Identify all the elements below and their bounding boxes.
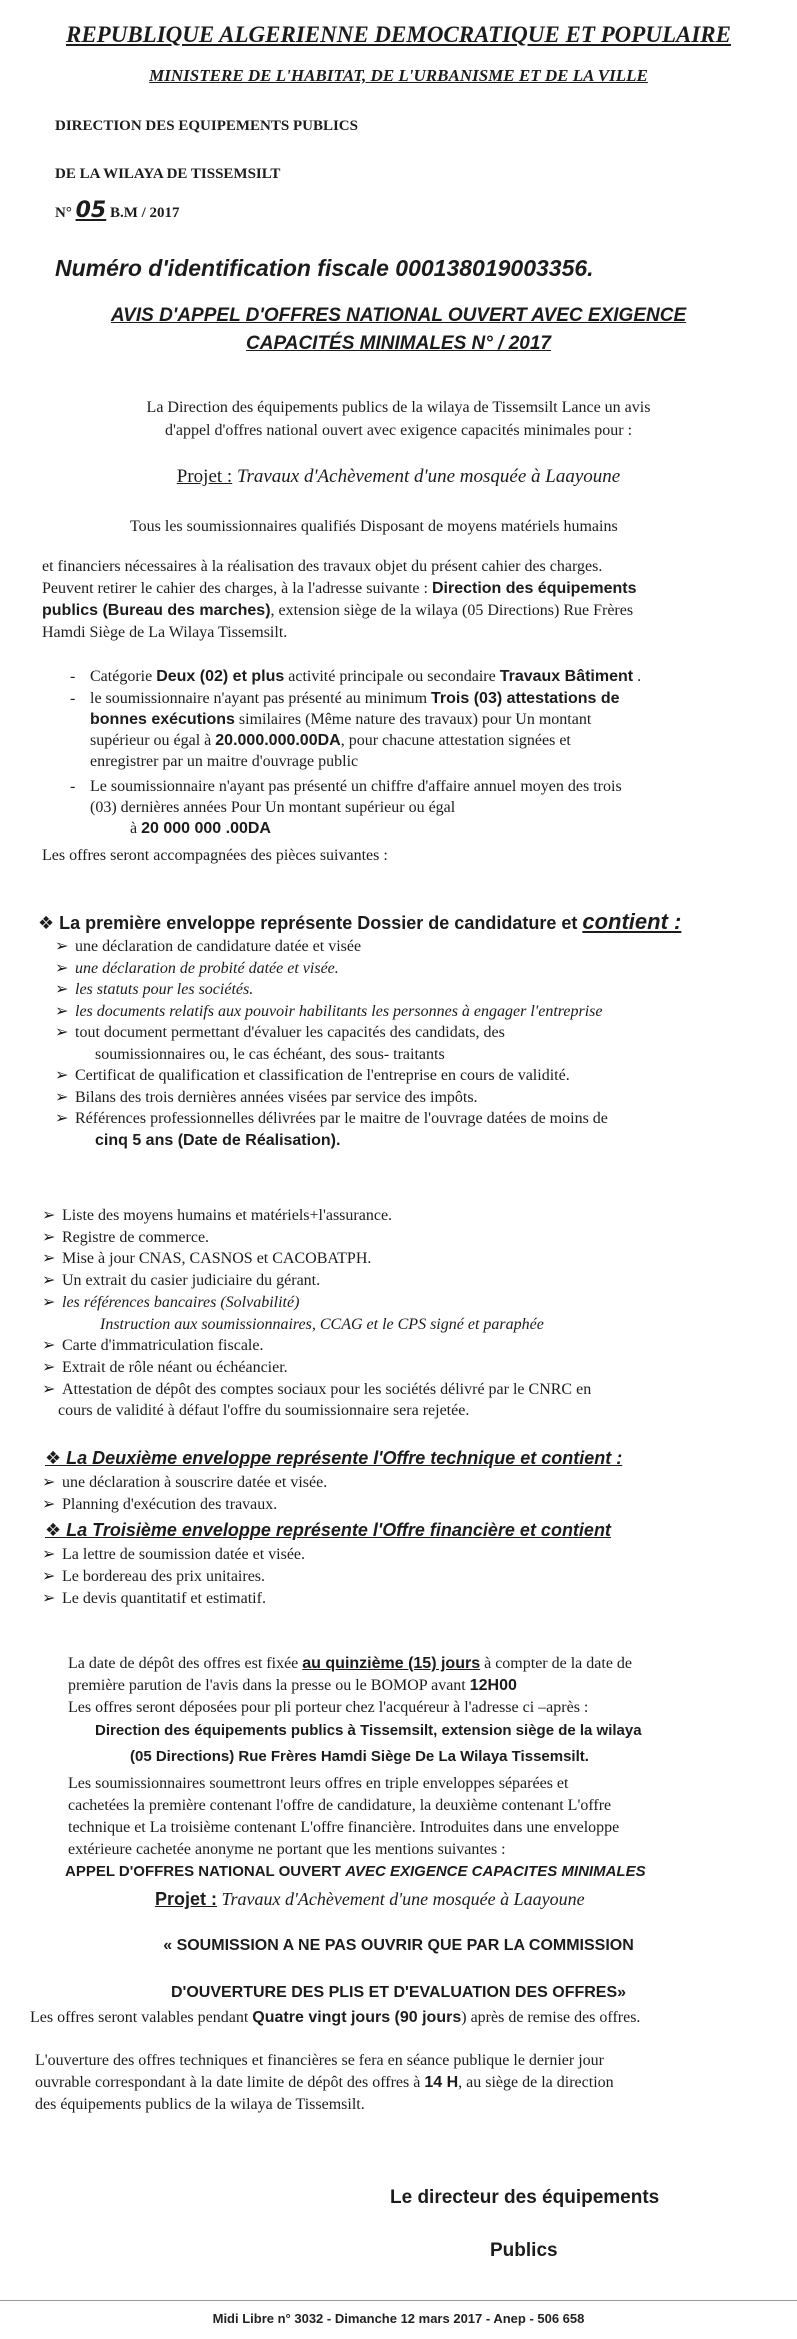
criteria-item: - Le soumissionnaire n'ayant pas présenté un chiffre d'affaire annuel moyen des trois — [70, 778, 622, 795]
deposit-line10: APPEL D'OFFRES NATIONAL OUVERT AVEC EXIGENCE CAPACITES MINIMALES — [65, 1863, 646, 1880]
list-item — [80, 1314, 544, 1335]
arrow-bullet-icon: ➢ — [42, 1380, 56, 1398]
list-item-text: Certificat de qualification et classification de l'entreprise en cours de validité. — [75, 1067, 570, 1084]
deposit-line3: Les offres seront déposées pour pli porteur chez l'acquéreur à l'adresse ci –après : — [68, 1699, 589, 1716]
list-item-text: Mise à jour CNAS, CASNOS et CACOBATPH. — [62, 1250, 372, 1268]
list-item — [42, 1472, 327, 1493]
arrow-bullet-icon: ➢ — [55, 1067, 69, 1084]
arrow-bullet-icon: ➢ — [55, 938, 69, 955]
list-item — [55, 936, 361, 957]
criteria-item: bonnes exécutions similaires (Même nature des travaux) pour Un montant — [90, 711, 592, 728]
reference-number: N° 05 B.M / 2017 — [55, 198, 180, 223]
list-item-text: Planning d'exécution des travaux. — [62, 1496, 278, 1513]
deposit-line4: Direction des équipements publics à Tissemsilt, extension siège de la wilaya — [95, 1722, 642, 1739]
list-item-text: les références bancaires (Solvabilité) — [62, 1293, 300, 1311]
list-item-text: soumissionnaires ou, le cas échéant, des sous- traitants — [95, 1045, 445, 1063]
list-item-text: cours de validité à défaut l'offre du soumissionnaire sera rejetée. — [58, 1402, 470, 1420]
list-item-text: Extrait de rôle néant ou échéancier. — [62, 1358, 288, 1376]
list-item-text: Un extrait du casier judiciaire du gérant. — [62, 1272, 321, 1290]
project-label: Projet : — [176, 466, 233, 487]
arrow-bullet-icon: ➢ — [42, 1250, 56, 1268]
list-item — [55, 1087, 478, 1108]
footer — [0, 2300, 797, 2339]
list-item — [42, 1335, 263, 1356]
list-item-text: Le devis quantitatif et estimatif. — [62, 1590, 266, 1607]
criteria-item: enregistrer par un maitre d'ouvrage public — [90, 753, 359, 770]
list-item — [55, 1022, 505, 1043]
eligibility-line4: publics (Bureau des marches), extension siège de la wilaya (05 Directions) Rue Frères — [42, 602, 634, 619]
republic-heading: REPUBLIQUE ALGERIENNE DEMOCRATIQUE ET POPULAIRE — [66, 22, 731, 47]
arrow-bullet-icon: ➢ — [42, 1293, 56, 1311]
list-item — [55, 1001, 603, 1022]
arrow-bullet-icon: ➢ — [42, 1228, 56, 1246]
envelope2-title: ❖ La Deuxième enveloppe représente l'Offre technique et contient : — [45, 1448, 623, 1468]
footer-text: Midi Libre n° 3032 - Dimanche 12 mars 2017 - Anep - 506 658 — [212, 2311, 585, 2326]
list-item — [42, 1379, 591, 1400]
arrow-bullet-icon: ➢ — [55, 1110, 69, 1127]
deposit-line9: extérieure cachetée anonyme ne portant que les mentions suivantes : — [68, 1841, 506, 1858]
arrow-bullet-icon: ➢ — [55, 1088, 69, 1106]
deposit-line6: Les soumissionnaires soumettront leurs offres en triple enveloppes séparées et — [68, 1775, 569, 1792]
list-item-text: Carte d'immatriculation fiscale. — [62, 1337, 264, 1355]
list-item-text: Références professionnelles délivrées par le maitre de l'ouvrage datées de moins de — [75, 1110, 608, 1127]
arrow-bullet-icon: ➢ — [55, 1002, 69, 1020]
arrow-bullet-icon: ➢ — [55, 959, 69, 977]
list-item — [55, 1108, 608, 1129]
list-item — [42, 1544, 305, 1565]
envelope1-title: ❖ La première enveloppe représente Dossier de candidature et contient : — [38, 909, 682, 934]
arrow-bullet-icon: ➢ — [42, 1496, 56, 1513]
list-item-text: les statuts pour les sociétés. — [75, 981, 254, 998]
list-item — [75, 1130, 340, 1151]
list-item-text: Registre de commerce. — [62, 1228, 210, 1246]
arrow-bullet-icon: ➢ — [42, 1590, 56, 1607]
deposit-line2: première parution de l'avis dans la presse ou le BOMOP avant 12H00 — [68, 1677, 517, 1694]
fiscal-id: Numéro d'identification fiscale 000138019003356. — [55, 255, 594, 281]
list-item-text: Le bordereau des prix unitaires. — [62, 1568, 266, 1585]
deposit-line1: La date de dépôt des offres est fixée au quinzième (15) jours à compter de la date de — [68, 1655, 633, 1672]
list-item-text: Bilans des trois dernières années visées par service des impôts. — [75, 1088, 478, 1106]
list-item-text: les documents relatifs aux pouvoir habilitants les personnes à engager l'entreprise — [75, 1002, 603, 1020]
list-item — [42, 1566, 265, 1587]
list-item — [38, 1400, 469, 1421]
signature-line2: Publics — [490, 2240, 558, 2261]
list-item-text: cinq 5 ans (Date de Réalisation). — [95, 1131, 341, 1149]
project-title: Travaux d'Achèvement d'une mosquée à Laayoune — [236, 466, 621, 487]
list-item — [42, 1227, 209, 1248]
signature-line1: Le directeur des équipements — [390, 2187, 660, 2208]
arrow-bullet-icon: ➢ — [42, 1358, 56, 1376]
list-item — [42, 1357, 288, 1378]
opening-line1: L'ouverture des offres techniques et financières se fera en séance publique le dernier jour — [35, 2052, 604, 2069]
deposit-line11: Projet : Travaux d'Achèvement d'une mosquée à Laayoune — [155, 1889, 585, 1909]
arrow-bullet-icon: ➢ — [42, 1546, 56, 1563]
arrow-bullet-icon: ➢ — [42, 1207, 56, 1224]
criteria-item: - le soumissionnaire n'ayant pas présenté au minimum Trois (03) attestations de — [70, 690, 620, 707]
eligibility-line3: Peuvent retirer le cahier des charges, à la l'adresse suivante : Direction des équipements — [42, 580, 637, 597]
opening-line3: des équipements publics de la wilaya de Tissemsilt. — [35, 2096, 365, 2113]
list-item — [42, 1494, 277, 1515]
deposit-line5: (05 Directions) Rue Frères Hamdi Siège De La Wilaya Tissemsilt. — [130, 1748, 589, 1765]
eligibility-line2: et financiers nécessaires à la réalisation des travaux objet du présent cahier des charges. — [42, 558, 603, 575]
criteria-item: - Catégorie Deux (02) et plus activité principale ou secondaire Travaux Bâtiment . — [70, 668, 642, 685]
direction-label: DIRECTION DES EQUIPEMENTS PUBLICS — [55, 118, 358, 134]
notice-title-line2: CAPACITÉS MINIMALES N° / 2017 — [246, 333, 551, 354]
arrow-bullet-icon: ➢ — [42, 1337, 56, 1355]
validity-line: Les offres seront valables pendant Quatre vingt jours (90 jours) après de remise des offres. — [30, 2009, 641, 2026]
list-item — [42, 1248, 371, 1269]
list-item-text: La lettre de soumission datée et visée. — [62, 1546, 306, 1563]
list-item — [55, 958, 339, 979]
eligibility-line5: Hamdi Siège de La Wilaya Tissemsilt. — [42, 624, 288, 641]
list-item — [42, 1292, 299, 1313]
arrow-bullet-icon: ➢ — [42, 1474, 56, 1491]
criteria-item: supérieur ou égal à 20.000.000.00DA, pour chacune attestation signées et — [90, 732, 571, 749]
criteria-item: à 20 000 000 .00DA — [130, 820, 271, 837]
commission-line1: « SOUMISSION A NE PAS OUVRIR QUE PAR LA COMMISSION — [163, 1937, 634, 1954]
notice-title-line1: AVIS D'APPEL D'OFFRES NATIONAL OUVERT AVEC EXIGENCE — [110, 305, 687, 326]
list-item-text: Instruction aux soumissionnaires, CCAG et le CPS signé et paraphée — [100, 1315, 544, 1333]
wilaya-label: DE LA WILAYA DE TISSEMSILT — [55, 166, 281, 182]
list-item — [55, 979, 253, 1000]
list-item-text: Liste des moyens humains et matériels+l'assurance. — [62, 1207, 393, 1224]
accompanied-text: Les offres seront accompagnées des pièces suivantes : — [42, 847, 388, 864]
intro-line1: La Direction des équipements publics de la wilaya de Tissemsilt Lance un avis — [146, 399, 651, 416]
eligibility-line1: Tous les soumissionnaires qualifiés Disposant de moyens matériels humains — [130, 518, 618, 535]
list-item — [42, 1588, 266, 1609]
list-item — [42, 1270, 320, 1291]
deposit-line7: cachetées la première contenant l'offre de candidature, la deuxième contenant L'offre — [68, 1797, 612, 1814]
list-item-text: Attestation de dépôt des comptes sociaux pour les sociétés délivré par le CNRC en — [62, 1380, 592, 1398]
ministry-heading: MINISTERE DE L'HABITAT, DE L'URBANISME ET DE LA VILLE — [149, 66, 648, 85]
list-item-text: une déclaration à souscrire datée et visée. — [62, 1474, 328, 1491]
list-item-text: une déclaration de candidature datée et visée — [75, 938, 362, 955]
list-item — [75, 1044, 445, 1065]
arrow-bullet-icon: ➢ — [55, 1024, 69, 1041]
list-item — [42, 1205, 392, 1226]
project-line — [0, 466, 797, 488]
list-item-text: tout document permettant d'évaluer les capacités des candidats, des — [75, 1024, 505, 1041]
criteria-item: (03) dernières années Pour Un montant supérieur ou égal — [90, 799, 456, 816]
arrow-bullet-icon: ➢ — [55, 981, 69, 998]
commission-line2: D'OUVERTURE DES PLIS ET D'EVALUATION DES OFFRES» — [170, 1984, 627, 2001]
arrow-bullet-icon: ➢ — [42, 1272, 56, 1290]
intro-line2: d'appel d'offres national ouvert avec exigence capacités minimales pour : — [164, 422, 633, 439]
reference-number-value: 05 — [75, 198, 107, 223]
list-item — [55, 1065, 570, 1086]
opening-line2: ouvrable correspondant à la date limite de dépôt des offres à 14 H, au siège de la direction — [35, 2074, 614, 2091]
arrow-bullet-icon: ➢ — [42, 1568, 56, 1585]
list-item-text: une déclaration de probité datée et visée. — [75, 959, 339, 977]
deposit-line8: technique et La troisième contenant L'offre financière. Introduites dans une enveloppe — [68, 1819, 620, 1836]
envelope3-title: ❖ La Troisième enveloppe représente l'Offre financière et contient — [45, 1520, 611, 1540]
